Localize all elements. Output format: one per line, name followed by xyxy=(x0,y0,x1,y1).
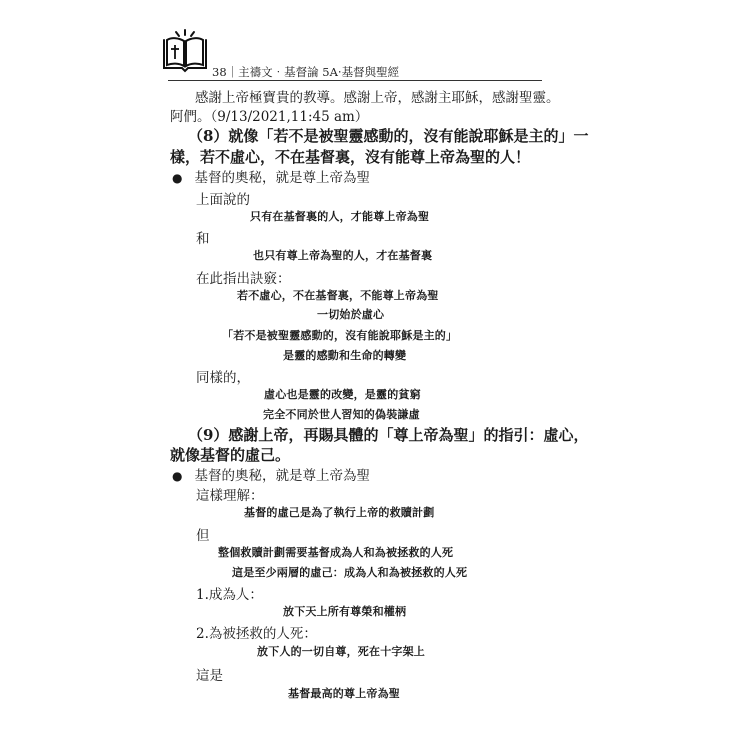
paragraph-line: 同樣的， xyxy=(196,370,250,386)
paragraph-line: 上面說的 xyxy=(196,192,250,208)
paragraph-line: 和 xyxy=(196,231,210,247)
paragraph-line: 這是 xyxy=(196,668,223,684)
paragraph-line: （8）就像「若不是被聖靈感動的，沒有能說耶穌是主的」一 xyxy=(188,127,589,145)
paragraph-line: （9）感謝上帝，再賜具體的「尊上帝為聖」的指引：虛心， xyxy=(188,426,589,444)
open-bible-icon xyxy=(160,28,210,74)
bullet-item: ● 基督的奧秘，就是尊上帝為聖 xyxy=(172,464,370,484)
quote-line: 只有在基督裏的人，才能尊上帝為聖 xyxy=(250,210,430,223)
quote-line: 基督最高的尊上帝為聖 xyxy=(288,687,400,700)
paragraph-line: 感謝上帝極寶貴的教導。感謝上帝，感謝主耶穌，感謝聖靈。 xyxy=(195,90,560,106)
quote-line: 放下人的一切自尊，死在十字架上 xyxy=(257,645,425,658)
paragraph-line: 阿們。（9/13/2021,11:45 am） xyxy=(170,109,369,125)
paragraph-line: 在此指出訣竅： xyxy=(196,271,291,287)
quote-line: 這是至少兩層的虛己：成為人和為被拯救的人死 xyxy=(232,566,468,579)
quote-line: 放下天上所有尊榮和權柄 xyxy=(283,605,407,618)
quote-line: 也只有尊上帝為聖的人，才在基督裏 xyxy=(253,249,433,262)
paragraph-line: 但 xyxy=(196,528,210,544)
quote-line: 「若不是被聖靈感動的，沒有能說耶穌是主的」 xyxy=(222,329,458,342)
quote-line: 若不虛心，不在基督裏，不能尊上帝為聖 xyxy=(237,289,439,302)
quote-line: 完全不同於世人習知的偽裝謙虛 xyxy=(263,408,420,421)
paragraph-line: 這樣理解： xyxy=(196,488,264,504)
paragraph-line: 2.為被拯救的人死： xyxy=(196,626,317,642)
quote-line: 是靈的感動和生命的轉變 xyxy=(283,349,407,362)
paragraph-line: 1.成為人： xyxy=(196,587,263,603)
running-header: 38｜主禱文‧基督論 5A‧基督與聖經 xyxy=(212,65,400,79)
header-rule xyxy=(168,80,542,81)
quote-line: 一切始於虛心 xyxy=(317,308,385,321)
paragraph-line: 就像基督的虛己。 xyxy=(170,446,291,464)
quote-line: 整個救贖計劃需要基督成為人和為被拯救的人死 xyxy=(218,546,454,559)
quote-line: 虛心也是靈的改變，是靈的貧窮 xyxy=(264,388,421,401)
paragraph-line: 樣，若不虛心，不在基督裏，沒有能尊上帝為聖的人！ xyxy=(170,148,531,166)
quote-line: 基督的虛己是為了執行上帝的救贖計劃 xyxy=(244,506,435,519)
bullet-item: ● 基督的奧秘，就是尊上帝為聖 xyxy=(172,166,370,186)
